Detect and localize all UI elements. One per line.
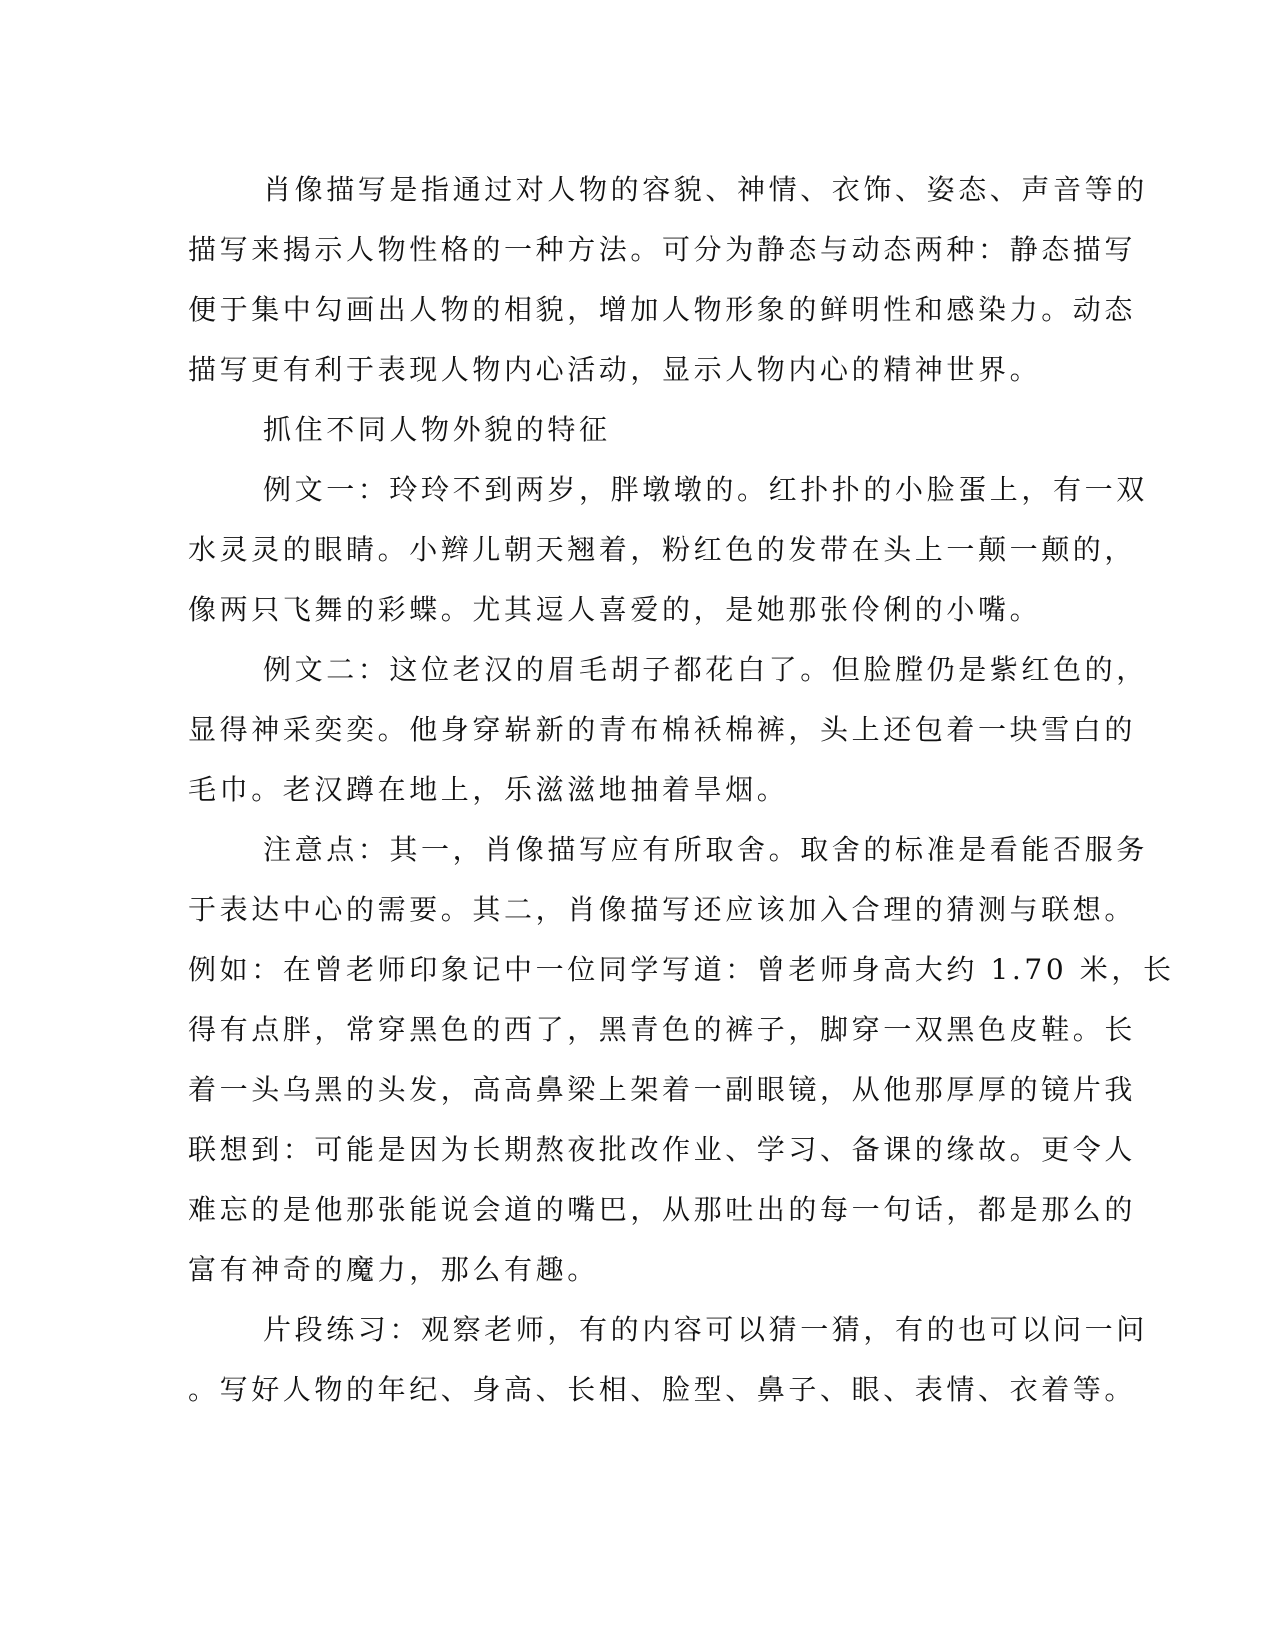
text-line: 于表达中心的需要。其二，肖像描写还应该加入合理的猜测与联想。 (188, 893, 1137, 926)
text-line: 描写更有利于表现人物内心活动，显示人物内心的精神世界。 (188, 353, 1042, 386)
text-line: 。写好人物的年纪、身高、长相、脸型、鼻子、眼、表情、衣着等。 (188, 1373, 1137, 1406)
text-line: 肖像描写是指通过对人物的容貌、神情、衣饰、姿态、声音等的 (263, 173, 1148, 206)
text-line: 联想到：可能是因为长期熬夜批改作业、学习、备课的缘故。更令人 (188, 1133, 1137, 1166)
document-page (188, 160, 1175, 1420)
section-heading (188, 400, 1088, 460)
text-line: 抓住不同人物外貌的特征 (263, 413, 611, 446)
text-line: 得有点胖，常穿黑色的西了，黑青色的裤子，脚穿一双黑色皮鞋。长 (188, 1013, 1137, 1046)
text-line: 例文一：玲玲不到两岁，胖墩墩的。红扑扑的小脸蛋上，有一双 (263, 473, 1148, 506)
text-line: 难忘的是他那张能说会道的嘴巴，从那吐出的每一句话，都是那么的 (188, 1193, 1137, 1226)
text-line: 便于集中勾画出人物的相貌，增加人物形象的鲜明性和感染力。动态 (188, 293, 1137, 326)
text-line: 例文二：这位老汉的眉毛胡子都花白了。但脸膛仍是紫红色的， (263, 653, 1148, 686)
text-line: 着一头乌黑的头发，高高鼻梁上架着一副眼镜，从他那厚厚的镜片我 (188, 1073, 1137, 1106)
paragraph-notes (188, 820, 1175, 1300)
text-line: 富有神奇的魔力，那么有趣。 (188, 1253, 599, 1286)
text-line: 水灵灵的眼睛。小辫儿朝天翘着，粉红色的发带在头上一颠一颠的， (188, 533, 1137, 566)
text-line: 片段练习：观察老师，有的内容可以猜一猜，有的也可以问一问 (263, 1313, 1148, 1346)
text-line: 注意点：其一，肖像描写应有所取舍。取舍的标准是看能否服务 (263, 833, 1148, 866)
paragraph-example-2 (188, 640, 1148, 820)
paragraph-example-1 (188, 460, 1148, 640)
text-line: 显得神采奕奕。他身穿崭新的青布棉袄棉裤，头上还包着一块雪白的 (188, 713, 1137, 746)
text-line: 例如：在曾老师印象记中一位同学写道：曾老师身高大约 1.70 米，长 (188, 953, 1175, 986)
paragraph-practice (188, 1300, 1148, 1420)
paragraph-intro (188, 160, 1148, 400)
text-line: 描写来揭示人物性格的一种方法。可分为静态与动态两种：静态描写 (188, 233, 1137, 266)
text-line: 毛巾。老汉蹲在地上，乐滋滋地抽着旱烟。 (188, 773, 789, 806)
text-line: 像两只飞舞的彩蝶。尤其逗人喜爱的，是她那张伶俐的小嘴。 (188, 593, 1042, 626)
